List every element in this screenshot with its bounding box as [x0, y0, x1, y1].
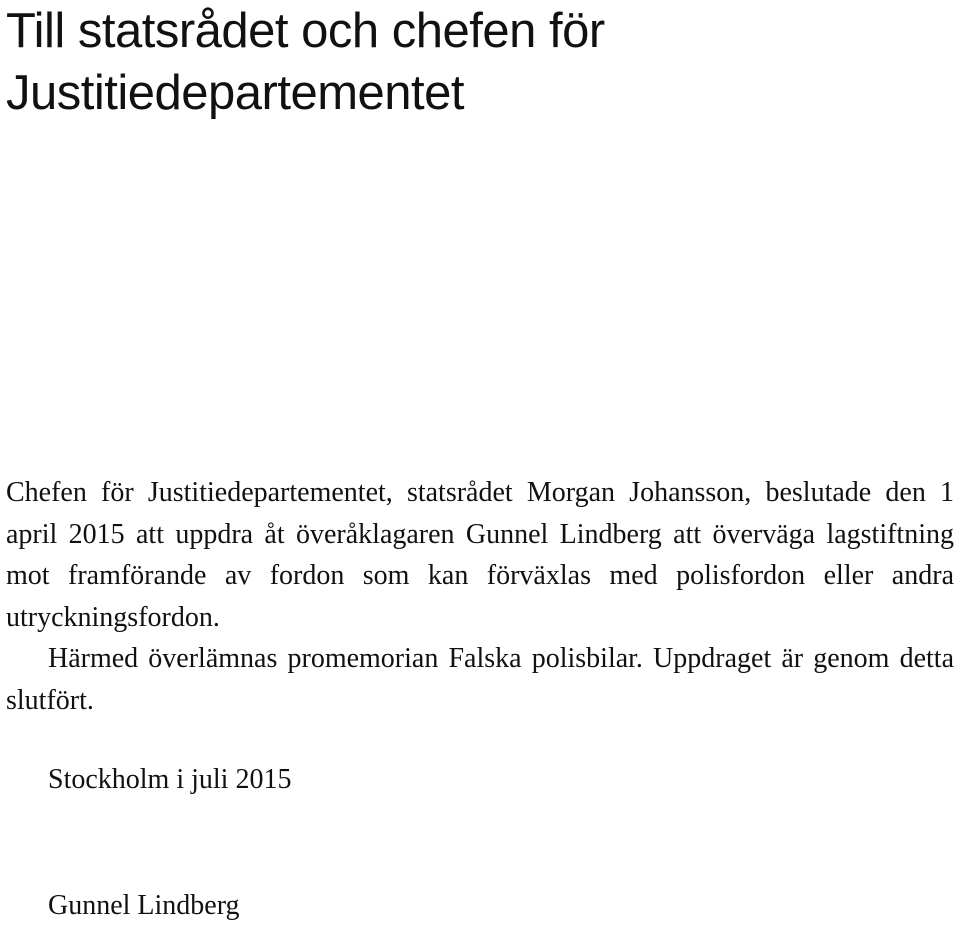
- place-and-date: Stockholm i juli 2015: [48, 764, 292, 795]
- document-body: [6, 472, 954, 721]
- title-line-2: Justitiedepartementet: [6, 66, 464, 120]
- signature-name: Gunnel Lindberg: [48, 890, 240, 921]
- title-line-1: Till statsrådet och chefen för: [6, 4, 605, 58]
- paragraph-assignment: Chefen för Justitiedepartementet, statsrådet Morgan Johansson, beslutade den 1 april 2015 att uppdra åt överåklagaren Gunnel Lindberg att överväga lagstiftning mot framförande av fordon som kan förväxlas med polisfordon eller andra utryckningsfordon.: [6, 477, 954, 633]
- paragraph-submission: Härmed överlämnas promemorian Falska polisbilar. Uppdraget är genom detta slutfört.: [6, 643, 954, 716]
- document-title: [6, 0, 946, 124]
